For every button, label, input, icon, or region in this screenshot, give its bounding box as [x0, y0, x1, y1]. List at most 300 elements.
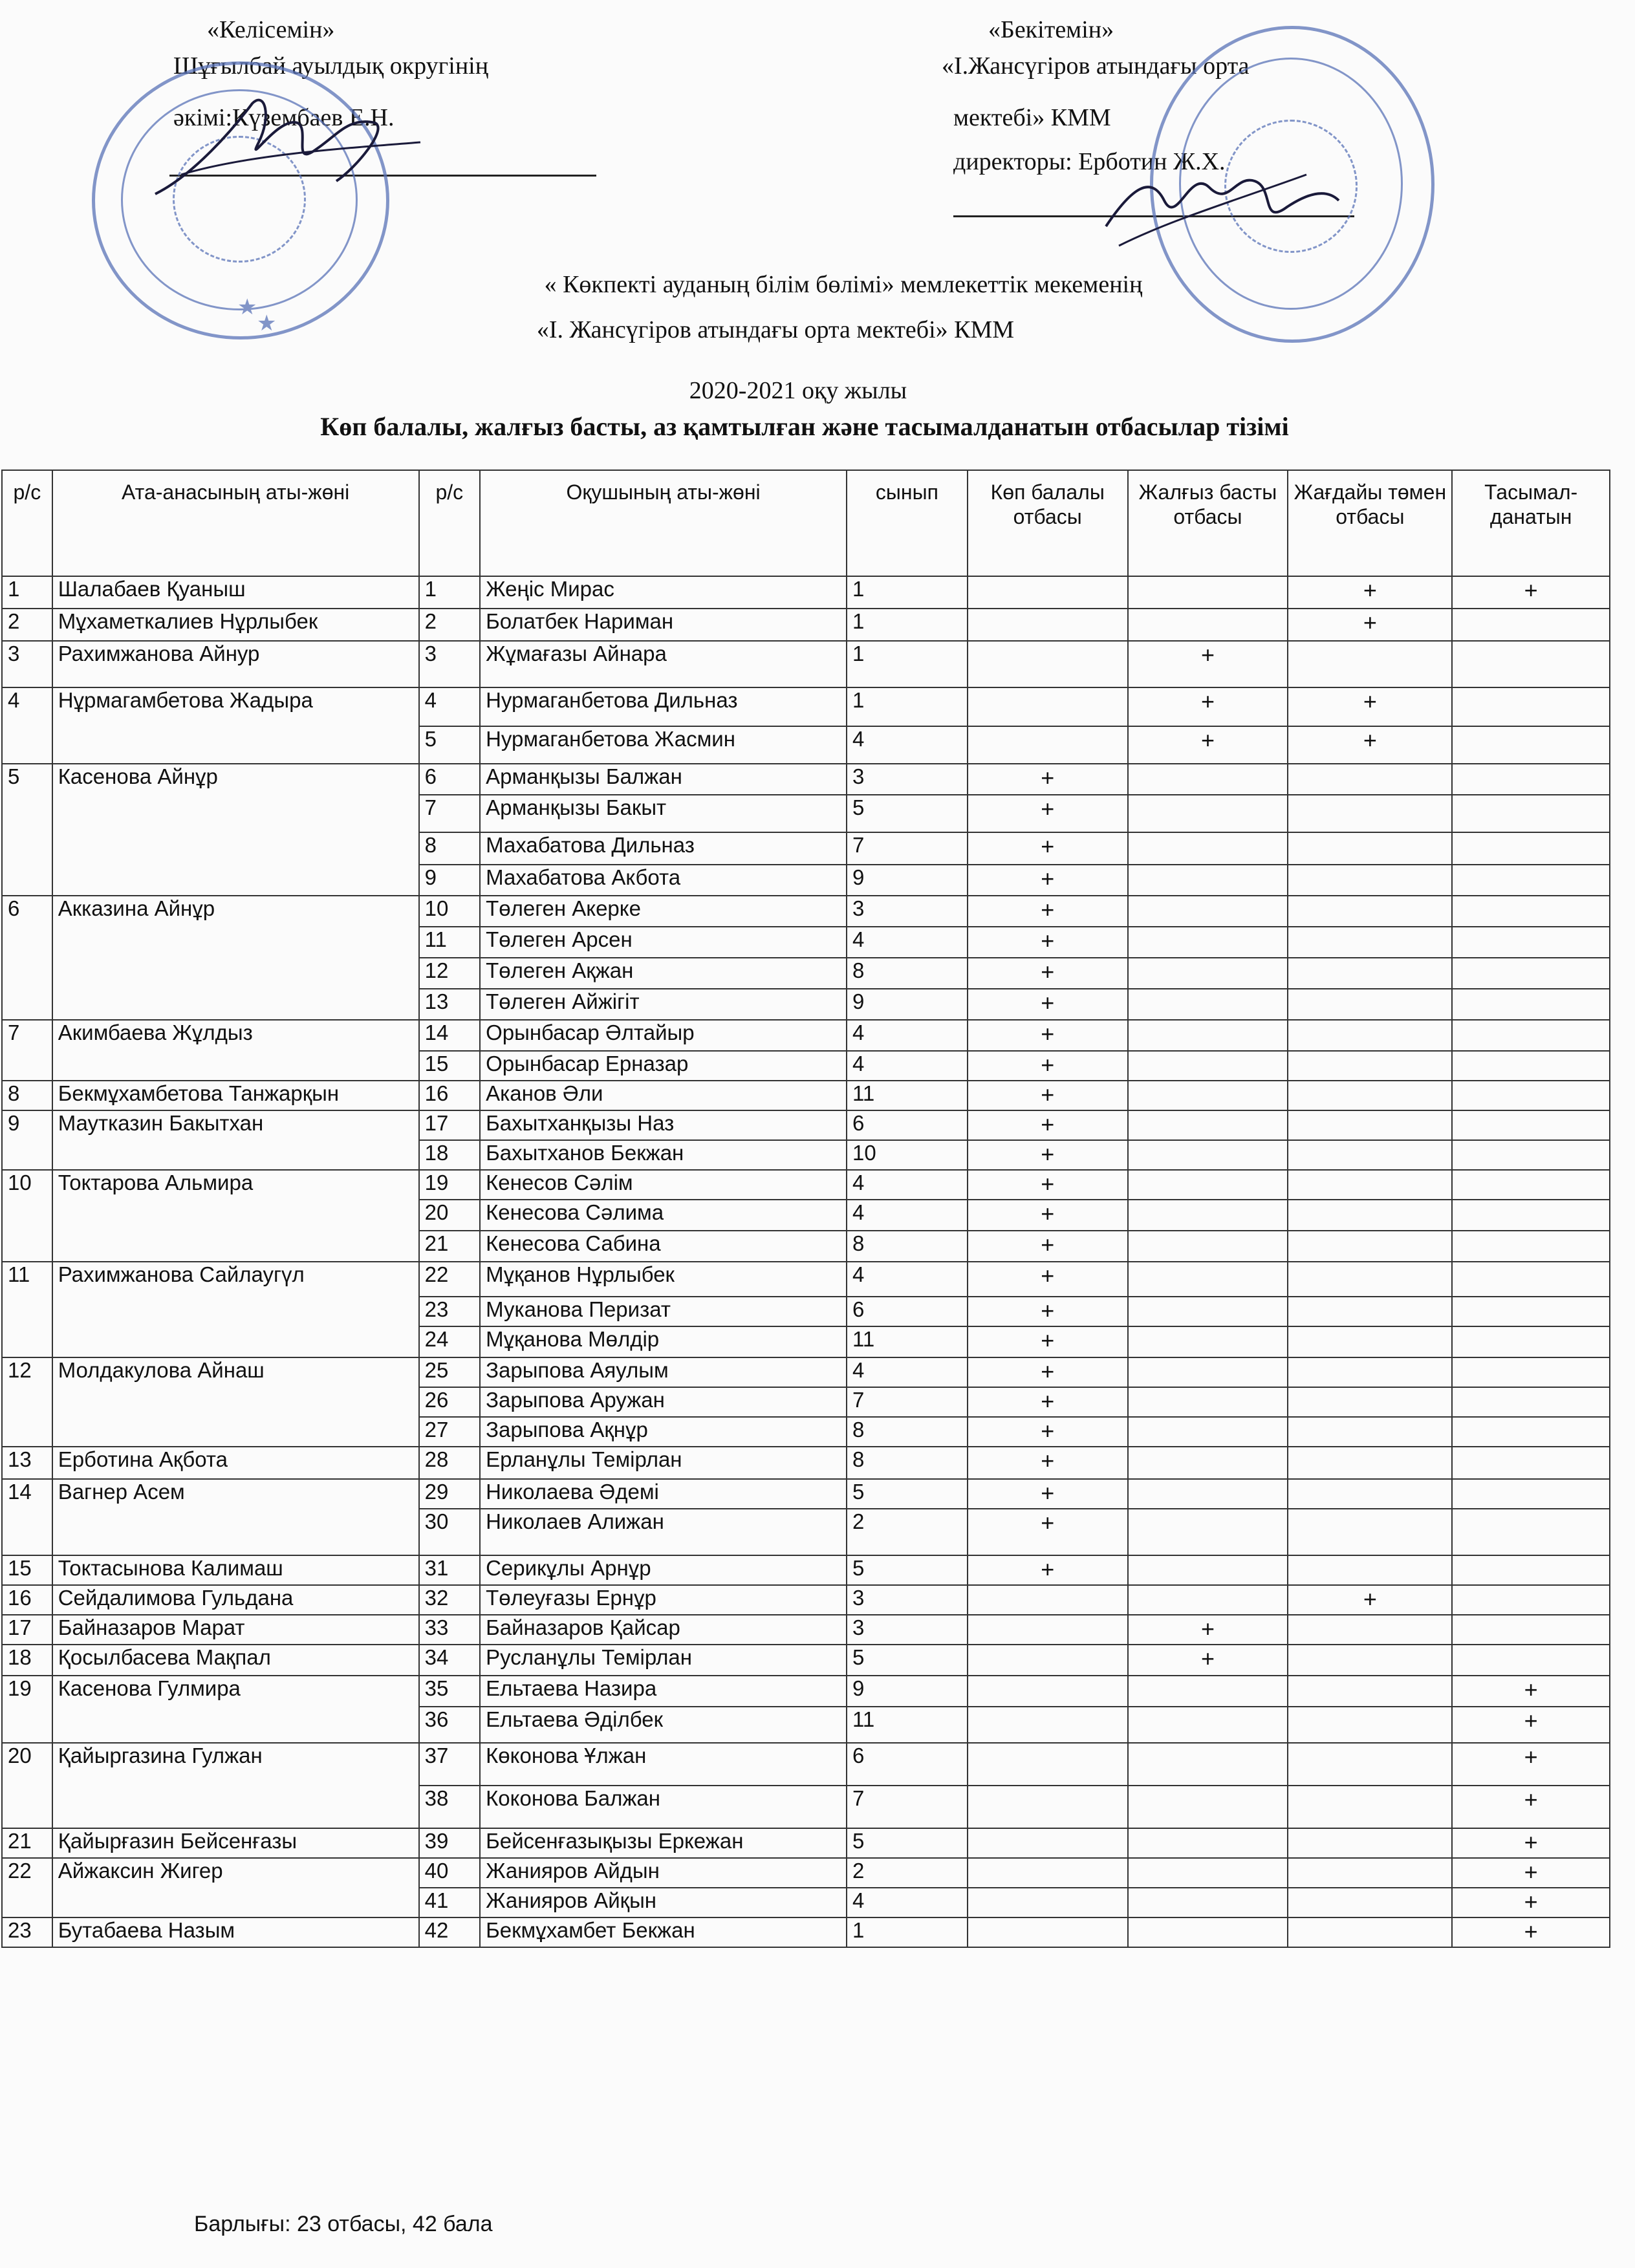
student-name: Төлеуғазы Ернұр — [480, 1585, 847, 1615]
student-name: Арманқызы Балжан — [480, 764, 847, 795]
table-row — [2, 1858, 1610, 1888]
mark-large-family: + — [968, 1447, 1128, 1479]
family-number: 17 — [2, 1615, 52, 1645]
mark-low-income — [1288, 1786, 1452, 1828]
mark-transported: + — [1452, 1828, 1610, 1858]
student-number: 38 — [419, 1786, 480, 1828]
student-name: Жанияров Айқын — [480, 1888, 847, 1917]
mark-transported — [1452, 1387, 1610, 1417]
parent-name: Байназаров Марат — [52, 1615, 419, 1645]
table-row — [2, 609, 1610, 641]
student-number: 21 — [419, 1231, 480, 1262]
family-number: 8 — [2, 1081, 52, 1110]
mark-transported — [1452, 1231, 1610, 1262]
student-name: Жанияров Айдын — [480, 1858, 847, 1888]
student-name: Болатбек Нариман — [480, 609, 847, 641]
mark-single-parent — [1128, 989, 1288, 1020]
student-number: 33 — [419, 1615, 480, 1645]
student-name: Бейсенғазықызы Еркежан — [480, 1828, 847, 1858]
family-number: 11 — [2, 1262, 52, 1357]
mark-single-parent — [1128, 896, 1288, 927]
mark-single-parent — [1128, 795, 1288, 832]
grade: 9 — [847, 989, 968, 1020]
mark-large-family: + — [968, 1081, 1128, 1110]
approval-right-line2: «І.Жансүгіров атындағы орта — [942, 52, 1250, 80]
mark-single-parent — [1128, 1417, 1288, 1447]
student-number: 39 — [419, 1828, 480, 1858]
mark-large-family: + — [968, 1417, 1128, 1447]
student-number: 42 — [419, 1917, 480, 1947]
header-parent: Ата-анасының аты-жөні — [52, 470, 419, 576]
mark-low-income — [1288, 896, 1452, 927]
table-row — [2, 1615, 1610, 1645]
mark-single-parent — [1128, 1231, 1288, 1262]
document-title — [0, 411, 1635, 442]
approval-right-org2 — [953, 102, 1111, 133]
table-row — [2, 896, 1610, 927]
mark-large-family — [968, 1615, 1128, 1645]
mark-low-income — [1288, 1262, 1452, 1297]
mark-single-parent — [1128, 1140, 1288, 1170]
mark-single-parent: + — [1128, 1645, 1288, 1676]
mark-large-family: + — [968, 1357, 1128, 1387]
mark-transported — [1452, 1585, 1610, 1615]
mark-large-family — [968, 576, 1128, 609]
header-pn1: р/с — [2, 470, 52, 576]
mark-large-family — [968, 609, 1128, 641]
mark-large-family: + — [968, 1509, 1128, 1555]
student-number: 1 — [419, 576, 480, 609]
table-row — [2, 1357, 1610, 1387]
org-line-2 — [0, 314, 1635, 345]
grade: 4 — [847, 726, 968, 764]
parent-name: Бутабаева Назым — [52, 1917, 419, 1947]
student-name: Ельтаева Әділбек — [480, 1707, 847, 1743]
mark-single-parent — [1128, 1447, 1288, 1479]
approval-right-line4: директоры: Ерботин Ж.Х. — [953, 148, 1226, 175]
table-row — [2, 1170, 1610, 1200]
student-number: 5 — [419, 726, 480, 764]
mark-transported: + — [1452, 1786, 1610, 1828]
table-row — [2, 764, 1610, 795]
grade: 5 — [847, 1645, 968, 1676]
mark-transported — [1452, 726, 1610, 764]
mark-low-income: + — [1288, 687, 1452, 726]
student-name: Бахытханқызы Наз — [480, 1110, 847, 1140]
mark-single-parent — [1128, 1081, 1288, 1110]
parent-name: Айжаксин Жигер — [52, 1858, 419, 1917]
student-number: 37 — [419, 1743, 480, 1786]
mark-large-family: + — [968, 958, 1128, 989]
student-name: Кенесова Сәлима — [480, 1200, 847, 1231]
grade: 11 — [847, 1081, 968, 1110]
header-transported: Тасымал-данатын — [1452, 470, 1610, 576]
mark-transported: + — [1452, 1888, 1610, 1917]
family-number: 3 — [2, 641, 52, 687]
document-title-text: Көп балалы, жалғыз басты, аз қамтылған және тасымалданатын отбасылар тізімі — [320, 412, 1289, 441]
approval-left — [207, 14, 660, 45]
family-number: 13 — [2, 1447, 52, 1479]
student-number: 9 — [419, 865, 480, 896]
mark-large-family: + — [968, 1231, 1128, 1262]
student-number: 27 — [419, 1417, 480, 1447]
mark-single-parent — [1128, 1585, 1288, 1615]
family-number: 15 — [2, 1555, 52, 1585]
mark-large-family — [968, 1858, 1128, 1888]
student-name: Махабатова Акбота — [480, 865, 847, 896]
mark-single-parent — [1128, 1020, 1288, 1051]
mark-transported — [1452, 1326, 1610, 1357]
family-number: 16 — [2, 1585, 52, 1615]
table-row — [2, 1828, 1610, 1858]
mark-transported — [1452, 1081, 1610, 1110]
mark-large-family — [968, 687, 1128, 726]
student-number: 30 — [419, 1509, 480, 1555]
signature-left — [142, 78, 466, 220]
mark-single-parent — [1128, 832, 1288, 865]
student-name: Орынбасар Ерназар — [480, 1051, 847, 1081]
parent-name: Шалабаев Қуаныш — [52, 576, 419, 609]
student-number: 26 — [419, 1387, 480, 1417]
mark-large-family: + — [968, 1170, 1128, 1200]
academic-year — [0, 375, 1635, 406]
family-number: 14 — [2, 1479, 52, 1555]
table-row — [2, 641, 1610, 687]
grade: 1 — [847, 576, 968, 609]
mark-single-parent — [1128, 1051, 1288, 1081]
mark-large-family — [968, 1743, 1128, 1786]
student-number: 34 — [419, 1645, 480, 1676]
student-name: Муканова Перизат — [480, 1297, 847, 1326]
table-row — [2, 1081, 1610, 1110]
header-single-parent: Жалғыз басты отбасы — [1128, 470, 1288, 576]
student-name: Николаева Әдемі — [480, 1479, 847, 1509]
parent-name: Касенова Гулмира — [52, 1676, 419, 1743]
mark-low-income: + — [1288, 1585, 1452, 1615]
mark-low-income — [1288, 1417, 1452, 1447]
student-name: Зарыпова Ақнұр — [480, 1417, 847, 1447]
student-number: 20 — [419, 1200, 480, 1231]
mark-low-income — [1288, 1743, 1452, 1786]
grade: 7 — [847, 1387, 968, 1417]
table-row — [2, 1743, 1610, 1786]
mark-large-family: + — [968, 1326, 1128, 1357]
mark-large-family: + — [968, 1051, 1128, 1081]
approval-right-line3: мектебі» КММ — [953, 104, 1111, 131]
mark-low-income — [1288, 1615, 1452, 1645]
student-name: Николаев Алижан — [480, 1509, 847, 1555]
student-number: 14 — [419, 1020, 480, 1051]
student-name: Коконова Балжан — [480, 1786, 847, 1828]
mark-low-income — [1288, 764, 1452, 795]
mark-large-family — [968, 641, 1128, 687]
mark-transported — [1452, 1051, 1610, 1081]
student-name: Зарыпова Аружан — [480, 1387, 847, 1417]
mark-low-income — [1288, 1081, 1452, 1110]
mark-low-income — [1288, 865, 1452, 896]
student-name: Нурмаганбетова Жасмин — [480, 726, 847, 764]
grade: 6 — [847, 1297, 968, 1326]
header-large-family: Көп балалы отбасы — [968, 470, 1128, 576]
mark-single-parent — [1128, 1676, 1288, 1707]
mark-single-parent — [1128, 1917, 1288, 1947]
grade: 5 — [847, 1479, 968, 1509]
mark-low-income — [1288, 1231, 1452, 1262]
header-student: Оқушының аты-жөні — [480, 470, 847, 576]
mark-low-income — [1288, 989, 1452, 1020]
mark-transported: + — [1452, 1858, 1610, 1888]
mark-low-income — [1288, 1051, 1452, 1081]
mark-single-parent — [1128, 1888, 1288, 1917]
mark-low-income — [1288, 927, 1452, 958]
grade: 3 — [847, 1585, 968, 1615]
mark-low-income — [1288, 1200, 1452, 1231]
mark-single-parent — [1128, 1170, 1288, 1200]
mark-transported — [1452, 1479, 1610, 1509]
mark-single-parent — [1128, 958, 1288, 989]
grade: 4 — [847, 1357, 968, 1387]
student-name: Аканов Әли — [480, 1081, 847, 1110]
mark-single-parent — [1128, 1110, 1288, 1140]
parent-name: Қайырғазин Бейсенғазы — [52, 1828, 419, 1858]
grade: 4 — [847, 1020, 968, 1051]
student-name: Жеңіс Мирас — [480, 576, 847, 609]
student-name: Бекмұхамбет Бекжан — [480, 1917, 847, 1947]
mark-single-parent — [1128, 764, 1288, 795]
mark-single-parent — [1128, 1200, 1288, 1231]
approval-right-line1: «Бекітемін» — [988, 16, 1114, 43]
student-name: Орынбасар Әлтайыр — [480, 1020, 847, 1051]
mark-large-family: + — [968, 927, 1128, 958]
grade: 9 — [847, 865, 968, 896]
student-number: 13 — [419, 989, 480, 1020]
org-line-1-text: « Көкпекті ауданың білім бөлімі» мемлекеттік мекеменің — [544, 271, 1143, 298]
mark-large-family: + — [968, 795, 1128, 832]
mark-transported — [1452, 896, 1610, 927]
family-number: 22 — [2, 1858, 52, 1917]
table-row — [2, 1917, 1610, 1947]
grade: 5 — [847, 1555, 968, 1585]
family-number: 6 — [2, 896, 52, 1020]
mark-low-income — [1288, 1140, 1452, 1170]
mark-single-parent — [1128, 1743, 1288, 1786]
grade: 11 — [847, 1707, 968, 1743]
grade: 2 — [847, 1509, 968, 1555]
table-row — [2, 1555, 1610, 1585]
signature-right — [1093, 149, 1365, 278]
grade: 4 — [847, 927, 968, 958]
family-number: 1 — [2, 576, 52, 609]
mark-transported — [1452, 609, 1610, 641]
grade: 10 — [847, 1140, 968, 1170]
mark-low-income — [1288, 1858, 1452, 1888]
mark-low-income — [1288, 641, 1452, 687]
mark-low-income — [1288, 1297, 1452, 1326]
grade: 1 — [847, 609, 968, 641]
mark-large-family — [968, 726, 1128, 764]
student-number: 22 — [419, 1262, 480, 1297]
mark-single-parent — [1128, 576, 1288, 609]
approval-left-label: «Келісемін» — [207, 16, 335, 43]
parent-name: Ерботина Ақбота — [52, 1447, 419, 1479]
mark-transported — [1452, 1170, 1610, 1200]
mark-low-income — [1288, 1888, 1452, 1917]
mark-single-parent: + — [1128, 641, 1288, 687]
grade: 6 — [847, 1743, 968, 1786]
mark-single-parent — [1128, 1357, 1288, 1387]
student-name: Русланұлы Темірлан — [480, 1645, 847, 1676]
parent-name: Токтасынова Калимаш — [52, 1555, 419, 1585]
grade: 4 — [847, 1888, 968, 1917]
mark-low-income — [1288, 1479, 1452, 1509]
parent-name: Касенова Айнұр — [52, 764, 419, 896]
student-name: Бахытханов Бекжан — [480, 1140, 847, 1170]
grade: 4 — [847, 1051, 968, 1081]
mark-transported: + — [1452, 576, 1610, 609]
stamp-left: ★ ★ — [92, 61, 389, 340]
family-number: 20 — [2, 1743, 52, 1828]
mark-transported — [1452, 1357, 1610, 1387]
family-number: 19 — [2, 1676, 52, 1743]
mark-low-income — [1288, 1917, 1452, 1947]
mark-large-family: + — [968, 832, 1128, 865]
student-number: 25 — [419, 1357, 480, 1387]
mark-transported — [1452, 1297, 1610, 1326]
student-number: 8 — [419, 832, 480, 865]
grade: 5 — [847, 795, 968, 832]
mark-low-income — [1288, 1447, 1452, 1479]
mark-single-parent — [1128, 927, 1288, 958]
grade: 1 — [847, 687, 968, 726]
student-name: Байназаров Қайсар — [480, 1615, 847, 1645]
header-pn2: р/с — [419, 470, 480, 576]
mark-transported — [1452, 1509, 1610, 1555]
grade: 1 — [847, 1917, 968, 1947]
grade: 7 — [847, 832, 968, 865]
parent-name: Токтарова Альмира — [52, 1170, 419, 1262]
org-line-2-text: «І. Жансүгіров атындағы орта мектебі» КММ — [536, 316, 1015, 343]
mark-large-family: + — [968, 1387, 1128, 1417]
parent-name: Мұхаметкалиев Нұрлыбек — [52, 609, 419, 641]
grade: 5 — [847, 1828, 968, 1858]
grade: 7 — [847, 1786, 968, 1828]
mark-transported — [1452, 1645, 1610, 1676]
mark-large-family — [968, 1828, 1128, 1858]
mark-low-income — [1288, 832, 1452, 865]
mark-single-parent — [1128, 1707, 1288, 1743]
mark-transported — [1452, 1555, 1610, 1585]
mark-single-parent — [1128, 1786, 1288, 1828]
approval-left-line2: Шұғылбай ауылдық округінің — [173, 52, 489, 80]
grade: 8 — [847, 1231, 968, 1262]
mark-large-family — [968, 1917, 1128, 1947]
table-row — [2, 1645, 1610, 1676]
mark-low-income — [1288, 795, 1452, 832]
family-number: 2 — [2, 609, 52, 641]
mark-transported — [1452, 641, 1610, 687]
student-number: 35 — [419, 1676, 480, 1707]
table-row — [2, 1262, 1610, 1297]
student-number: 4 — [419, 687, 480, 726]
header-grade: сынып — [847, 470, 968, 576]
parent-name: Рахимжанова Сайлаугүл — [52, 1262, 419, 1357]
grade: 1 — [847, 641, 968, 687]
table-row — [2, 1479, 1610, 1509]
student-name: Төлеген Арсен — [480, 927, 847, 958]
student-name: Арманқызы Бакыт — [480, 795, 847, 832]
student-number: 41 — [419, 1888, 480, 1917]
mark-large-family: + — [968, 1297, 1128, 1326]
mark-large-family: + — [968, 1262, 1128, 1297]
mark-single-parent — [1128, 609, 1288, 641]
parent-name: Маутказин Бакытхан — [52, 1110, 419, 1170]
mark-low-income: + — [1288, 609, 1452, 641]
mark-large-family: + — [968, 896, 1128, 927]
family-number: 21 — [2, 1828, 52, 1858]
mark-large-family: + — [968, 1555, 1128, 1585]
family-number: 5 — [2, 764, 52, 896]
parent-name: Молдакулова Айнаш — [52, 1357, 419, 1447]
mark-transported — [1452, 1615, 1610, 1645]
total-summary — [194, 2212, 493, 2237]
student-number: 28 — [419, 1447, 480, 1479]
student-number: 17 — [419, 1110, 480, 1140]
grade: 3 — [847, 1615, 968, 1645]
mark-single-parent: + — [1128, 726, 1288, 764]
student-number: 31 — [419, 1555, 480, 1585]
student-name: Төлеген Ақжан — [480, 958, 847, 989]
mark-large-family — [968, 1707, 1128, 1743]
student-name: Көконова Ұлжан — [480, 1743, 847, 1786]
student-name: Ерланұлы Темірлан — [480, 1447, 847, 1479]
header-low-income: Жағдайы төмен отбасы — [1288, 470, 1452, 576]
family-number: 10 — [2, 1170, 52, 1262]
academic-year-text: 2020-2021 оқу жылы — [689, 377, 907, 404]
mark-single-parent — [1128, 1297, 1288, 1326]
mark-single-parent — [1128, 1828, 1288, 1858]
mark-low-income: + — [1288, 576, 1452, 609]
table-row — [2, 1676, 1610, 1707]
table-row — [2, 1585, 1610, 1615]
mark-transported — [1452, 764, 1610, 795]
student-number: 36 — [419, 1707, 480, 1743]
student-number: 6 — [419, 764, 480, 795]
parent-name: Акимбаева Жұлдыз — [52, 1020, 419, 1081]
mark-single-parent — [1128, 1262, 1288, 1297]
student-name: Мұқанов Нұрлыбек — [480, 1262, 847, 1297]
student-number: 11 — [419, 927, 480, 958]
mark-transported — [1452, 1020, 1610, 1051]
grade: 3 — [847, 896, 968, 927]
mark-low-income — [1288, 1555, 1452, 1585]
family-number: 23 — [2, 1917, 52, 1947]
mark-large-family — [968, 1585, 1128, 1615]
student-number: 23 — [419, 1297, 480, 1326]
mark-large-family: + — [968, 865, 1128, 896]
student-number: 19 — [419, 1170, 480, 1200]
mark-low-income — [1288, 1509, 1452, 1555]
mark-transported — [1452, 687, 1610, 726]
mark-transported: + — [1452, 1743, 1610, 1786]
grade: 2 — [847, 1858, 968, 1888]
family-number: 7 — [2, 1020, 52, 1081]
mark-single-parent: + — [1128, 687, 1288, 726]
parent-name: Нұрмагамбетова Жадыра — [52, 687, 419, 764]
mark-transported — [1452, 1200, 1610, 1231]
student-name: Төлеген Айжігіт — [480, 989, 847, 1020]
student-number: 7 — [419, 795, 480, 832]
mark-large-family: + — [968, 1140, 1128, 1170]
